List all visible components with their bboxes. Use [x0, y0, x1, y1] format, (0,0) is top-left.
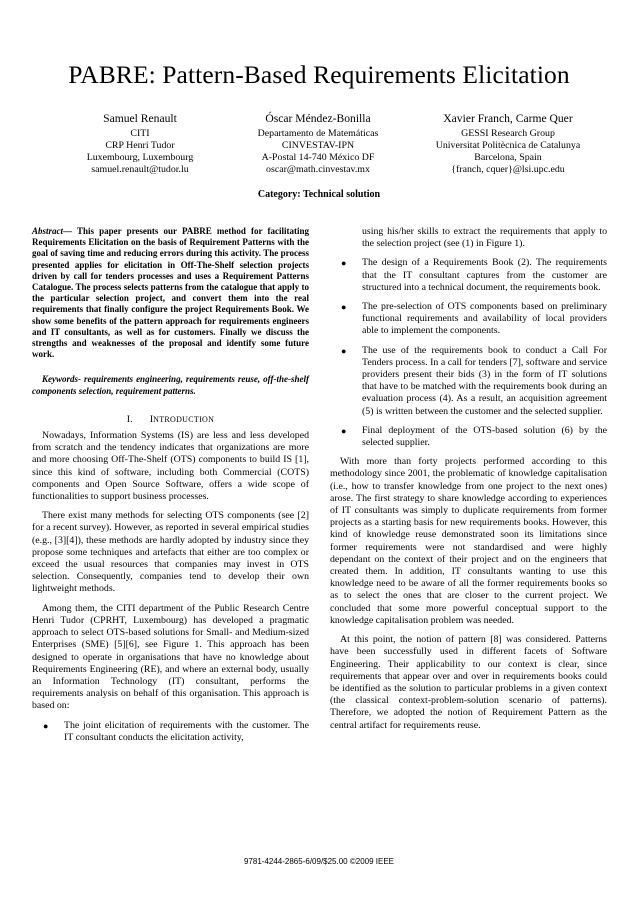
bullet-list — [330, 226, 607, 449]
author-affiliation: CITI — [130, 127, 150, 139]
paper-title: PABRE: Pattern-Based Requirements Elicitation — [68, 60, 570, 89]
list-item-text: The joint elicitation of requirements with the customer. The IT consultant conducts the elicitation activity, — [64, 719, 309, 743]
list-item-continuation — [330, 226, 607, 250]
section-title-initial: I — [149, 413, 154, 425]
body-paragraph: With more than forty projects performed according to this methodology since 2001, the problematic of knowledge capitalisation (i.e., how to transfer knowledge from one project to the next ones) arose. The first strategy to share knowledge according to experiences of IT consultants was simply to duplicate requirements from former projects as a starting basis for new requirements books. However, this kind of knowledge reuse demonstrated soon its limitations since former requirements were not standardised and were highly dependant on the context of their project and on the engineers that created them. In addition, IT consultants wanting to use this knowledge need to be aware of all the former requirements books so as to select the ones that are closer to the current project. We concluded that some more powerful conceptual support to the knowledge capitalisation problem was needed. — [330, 456, 607, 626]
author-affiliation: GESSI Research Group — [461, 127, 555, 139]
bullet-icon: ● — [341, 258, 347, 269]
author-name: Xavier Franch, Carme Quer — [443, 112, 573, 125]
keywords: Keywords- requirements engineering, requirements reuse, off-the-shelf components selection, requirement patterns. — [32, 374, 309, 396]
bullet-list — [32, 720, 309, 744]
section-heading-introduction — [32, 414, 309, 426]
abstract-label: Abstract — [32, 226, 64, 236]
list-item-text: Final deployment of the OTS-based solution (6) by the selected supplier. — [362, 424, 607, 449]
author-2 — [234, 112, 402, 177]
author-name: Óscar Méndez-Bonilla — [265, 112, 371, 125]
author-affiliation: CINVESTAV-IPN — [281, 139, 355, 151]
body-paragraph: There exist many methods for selecting OTS components (see [2] for a recent survey). However, as reported in several empirical studies (e.g., [3][4]), these methods are hardly adopted by industry since they propose some techniques and artefacts that either are too complex or exceed the usual resources that companies may invest in OTS selection. Consequently, companies tend to develop their own lightweight methods. — [32, 510, 309, 595]
author-affiliation: Departamento de Matemáticas — [257, 127, 379, 139]
list-item-text: The pre-selection of OTS components based on preliminary functional requirements and availability of local providers able to implement the components. — [362, 301, 607, 337]
copyright-footer: 9781-4244-2865-6/09/$25.00 ©2009 IEEE — [243, 857, 394, 866]
left-column — [32, 226, 309, 744]
author-block — [0, 112, 638, 182]
list-item — [330, 257, 607, 294]
paper-category: Category: Technical solution — [257, 189, 381, 200]
bullet-icon: ● — [43, 720, 49, 731]
list-item-text: The design of a Requirements Book (2). The requirements that the IT consultant captures from the customer are structured into a technical document, the requirements book. — [362, 257, 607, 293]
author-location: Luxembourg, Luxembourg — [86, 152, 194, 164]
bullet-icon: ● — [341, 302, 347, 313]
section-number: I. — [126, 413, 133, 425]
list-item — [330, 345, 607, 418]
author-location: Barcelona, Spain — [474, 152, 542, 164]
list-item — [330, 425, 607, 449]
bullet-icon: ● — [341, 425, 347, 436]
author-email: oscar@math.cinvestav.mx — [266, 164, 370, 176]
list-item — [330, 301, 607, 338]
body-paragraph: Nowadays, Information Systems (IS) are less and less developed from scratch and the tendency indicates that organizations are more and more choosing Off-The-Shelf (OTS) components to build IS [1], since this kind of software, including both Commercial (COTS) components and Open Source Software, offers a wide scope of functionalities to support business processes. — [32, 430, 309, 503]
body-paragraph: At this point, the notion of pattern [8] was considered. Patterns have been successfully used in different facets of Software Engineering. Their applicability to our context is clear, since requirements that appear over and over in requirements books could be identified as the solution to particular problems in a given context (the classical context-problem-solution scenario of patterns). Therefore, we adopted the notion of Requirement Pattern as the central artifact for requirements reuse. — [330, 634, 607, 731]
section-title-rest: NTRODUCTION — [153, 414, 215, 424]
author-location: A-Postal 14-740 México DF — [261, 152, 375, 164]
right-column — [330, 226, 607, 732]
list-item — [32, 720, 309, 744]
bullet-icon: ● — [341, 345, 347, 356]
list-item-text: The use of the requirements book to conduct a Call For Tenders process. In a call for tenders [7], software and service providers present their bids (3) in the form of IT solutions that have to be matched with the requirements book during an evaluation process (4). As a result, an acquisition agreement (5) is written between the customer and the selected supplier. — [362, 344, 607, 417]
author-affiliation: CRP Henri Tudor — [105, 139, 175, 151]
abstract — [32, 226, 309, 360]
list-item-text: using his/her skills to extract the requirements that apply to the selection project (see (1) in Figure 1). — [362, 226, 607, 250]
abstract-text: — This paper presents our PABRE method for facilitating Requirements Elicitation on the basis of Requirement Patterns with the goal of saving time and reducing errors during this activity. The process presented applies for elicitation in Off-The-Shelf selection projects driven by call for tenders processes and uses a Requirement Patterns Catalogue. The process selects patterns from the catalogue that apply to the particular selection project, and convert them into the real requirements that finally configure the project Requirements Book. We show some benefits of the pattern approach for requirements engineers and IT consultants, as well as for customers. Finally we discuss the strengths and weaknesses of the proposal and identify some future work. — [32, 226, 309, 360]
author-email: {franch, cquer}@lsi.upc.edu — [451, 164, 565, 176]
author-email: samuel.renault@tudor.lu — [91, 164, 189, 176]
author-affiliation: Universitat Politècnica de Catalunya — [435, 139, 581, 151]
author-1 — [58, 112, 222, 177]
body-paragraph: Among them, the CITI department of the Public Research Centre Henri Tudor (CPRHT, Luxembourg) has developed a pragmatic approach to select OTS-based solutions for Small- and Medium-sized Enterprises (SME) [5][6], see Figure 1. This approach has been designed to operate in organisations that have no knowledge about Requirements Engineering (RE), and where an external body, usually an Information Technology (IT) consultant, performs the requirements analysis on behalf of this organisation. This approach is based on: — [32, 602, 309, 712]
author-name: Samuel Renault — [103, 112, 177, 125]
author-3 — [410, 112, 606, 177]
